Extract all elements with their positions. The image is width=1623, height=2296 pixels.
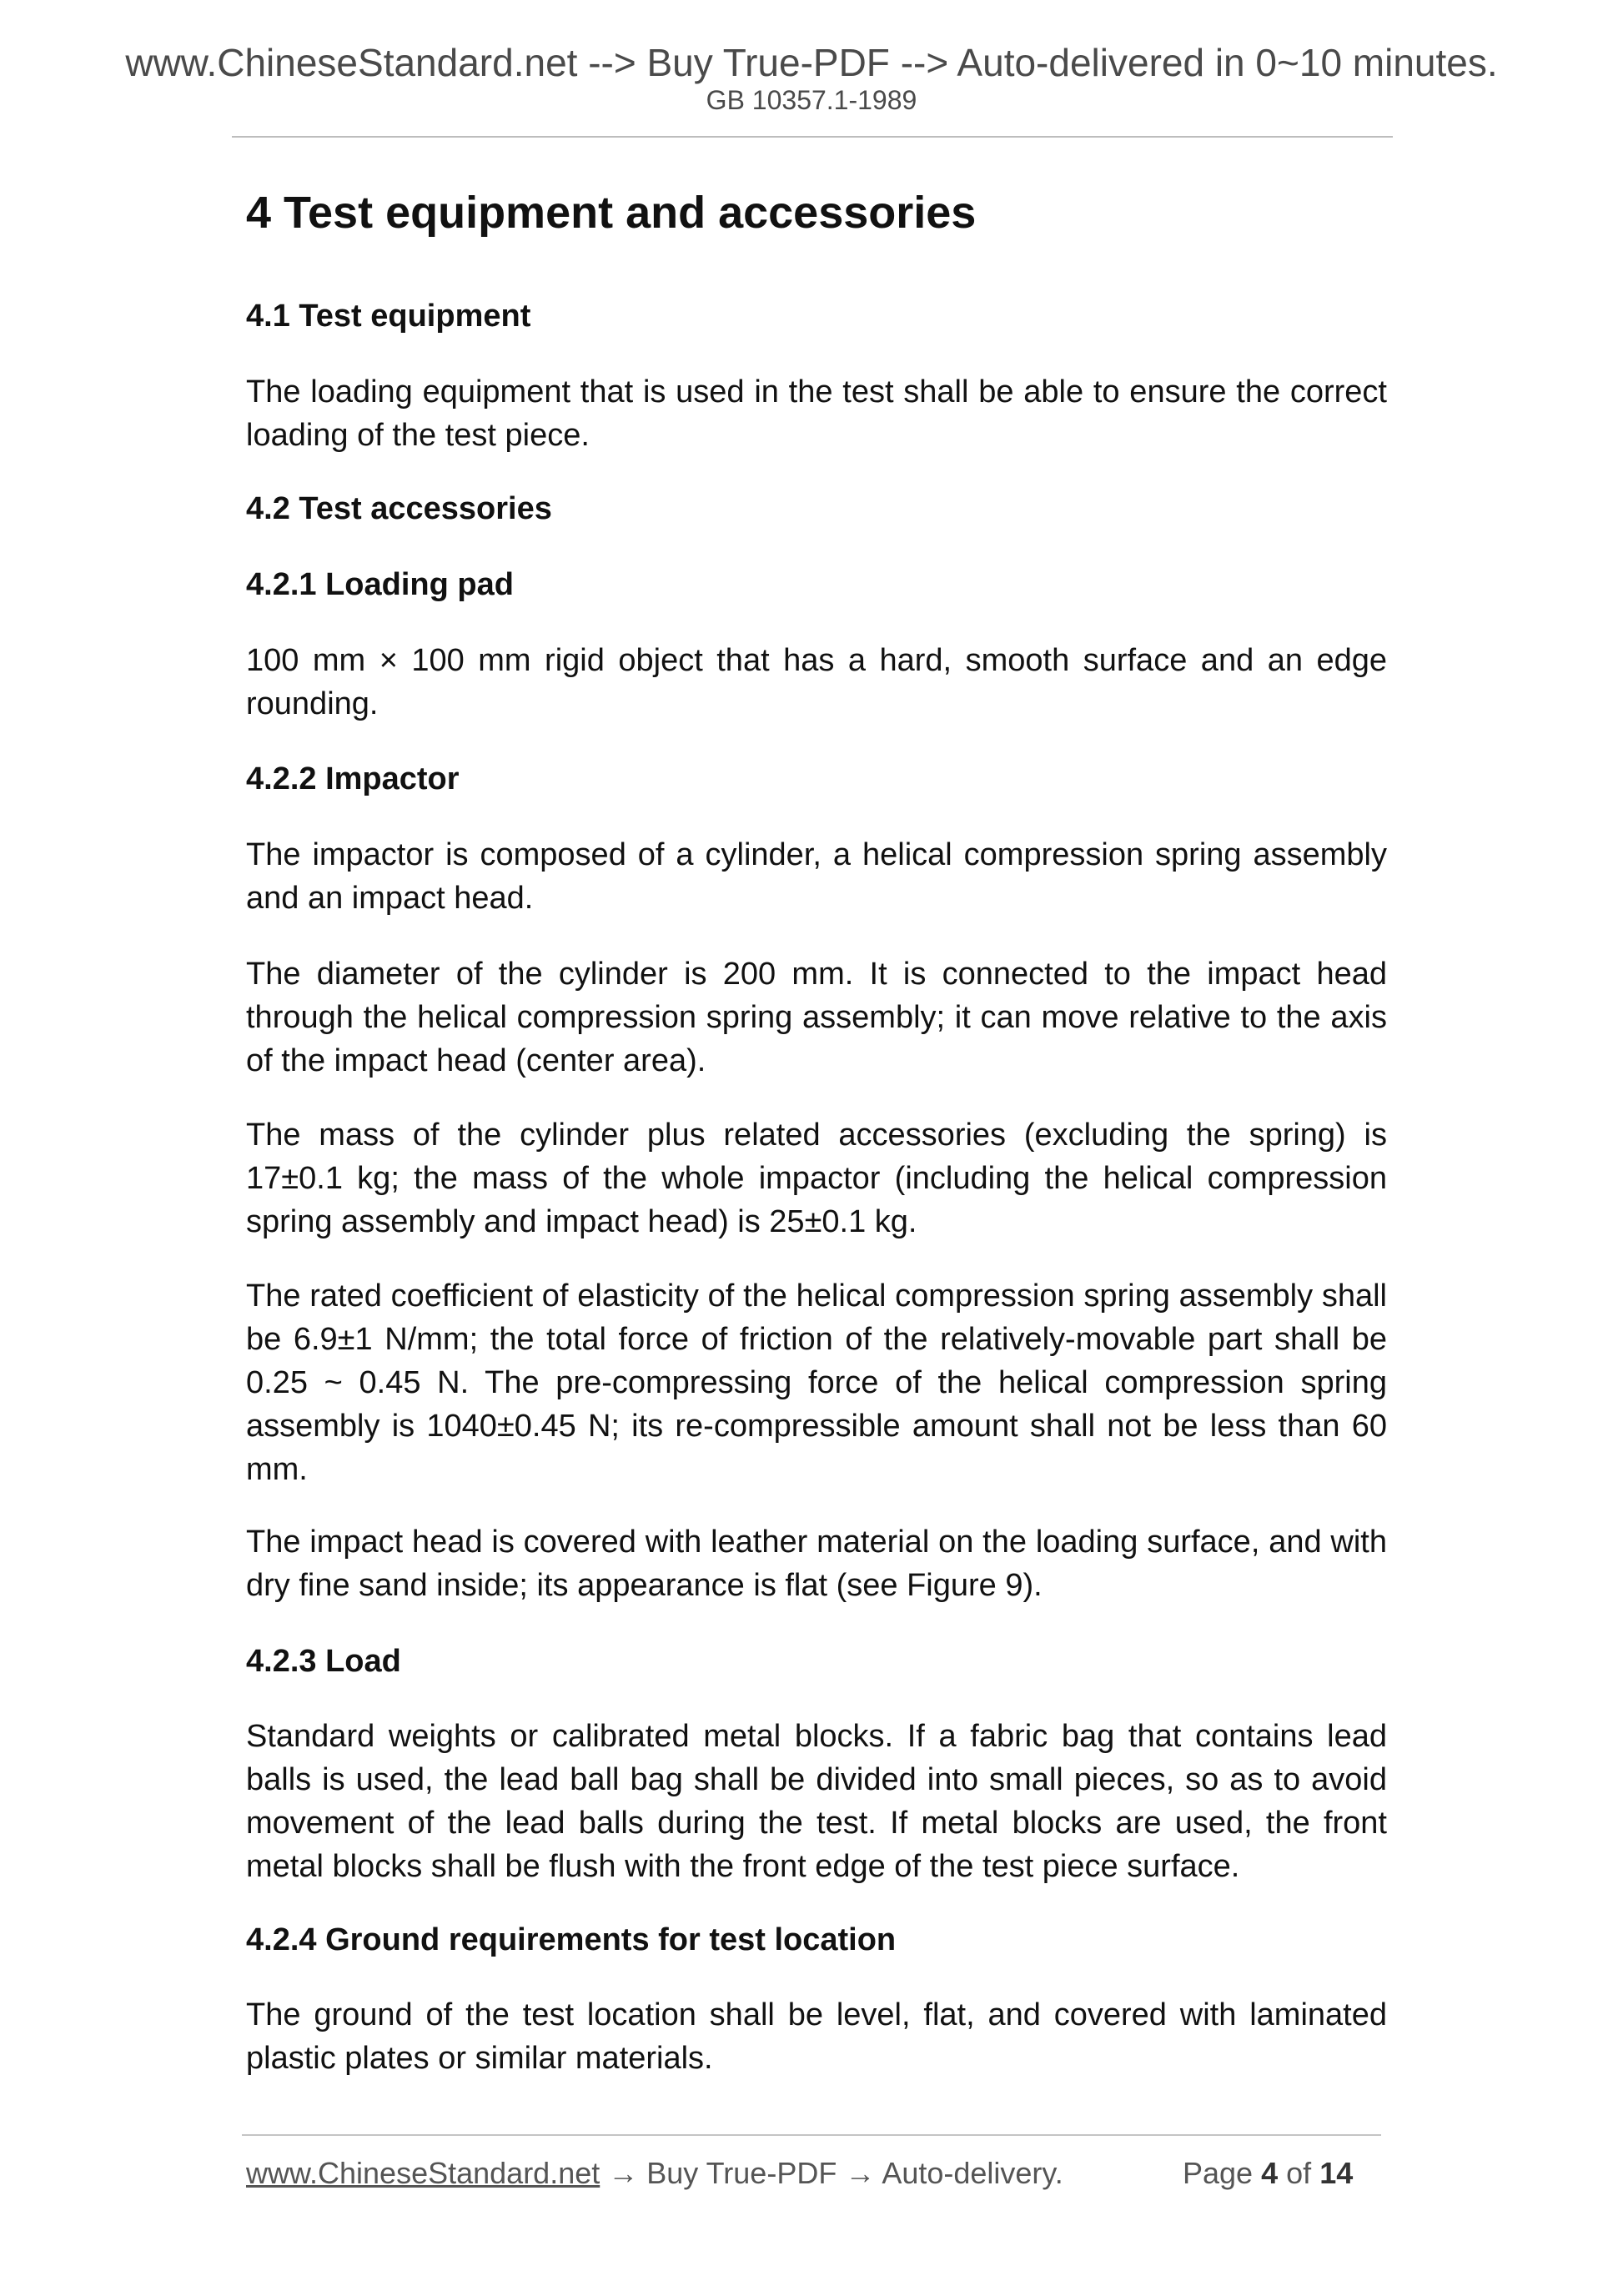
paragraph-4-2-2-3: The mass of the cylinder plus related accessories (excluding the spring) is 17±0.1 kg; the mass of the whole impactor (including the helical compression spring assembly and impact head) is 25±0.1 kg. [246,1118,1387,1239]
paragraph-4-2-2-5: The impact head is covered with leather material on the loading surface, and with dry fine sand inside; its appearance is flat (see Figure 9). [246,1525,1387,1603]
page-of: of [1286,2156,1312,2190]
footer-delivery-text: → Buy True-PDF → Auto-delivery. [600,2156,1063,2190]
section-title: 4 Test equipment and accessories [246,188,977,238]
paragraph-4-2-2-2: The diameter of the cylinder is 200 mm. It is connected to the impact head through the helical compression spring assembly; it can move relative to the axis of the impact head (center area). [246,957,1387,1078]
footer-site-link[interactable]: www.ChineseStandard.net [246,2156,600,2190]
heading-4-2-4: 4.2.4 Ground requirements for test location [246,1922,897,1957]
page-total: 14 [1319,2156,1354,2190]
heading-4-2-3: 4.2.3 Load [246,1644,401,1679]
page-indicator [1183,2156,1353,2191]
paragraph-4-2-2-1: The impactor is composed of a cylinder, a helical compression spring assembly and an impact head. [246,837,1387,916]
page-current: 4 [1261,2156,1279,2190]
paragraph-4-2-1: 100 mm × 100 mm rigid object that has a hard, smooth surface and an edge rounding. [246,643,1387,721]
header-divider [232,136,1393,138]
heading-4-1: 4.1 Test equipment [246,299,531,334]
paragraph-4-2-2-4: The rated coefficient of elasticity of the helical compression spring assembly shall be 6.9±1 N/mm; the total force of friction of the relatively-movable part shall be 0.25 ~ 0.45 N. The pre-compressing force of the helical compression spring assembly is 1040±0.45 N; its re-compressible amount shall not be less than 60 mm. [246,1279,1387,1487]
page-label: Page [1183,2156,1254,2190]
footer-divider [242,2134,1381,2136]
heading-4-2-1: 4.2.1 Loading pad [246,567,514,602]
heading-4-2: 4.2 Test accessories [246,491,552,526]
paragraph-4-1: The loading equipment that is used in the test shall be able to ensure the correct loading of the test piece. [246,374,1387,453]
document-number: GB 10357.1-1989 [706,85,917,115]
footer-delivery [246,2156,1063,2191]
paragraph-4-2-4: The ground of the test location shall be level, flat, and covered with laminated plastic plates or similar materials. [246,1997,1387,2076]
heading-4-2-2: 4.2.2 Impactor [246,761,460,796]
paragraph-4-2-3: Standard weights or calibrated metal blocks. If a fabric bag that contains lead balls is used, the lead ball bag shall be divided into small pieces, so as to avoid movement of the lead balls during the test. If metal blocks are used, the front metal blocks shall be flush with the front edge of the test piece surface. [246,1719,1387,1884]
header-banner: www.ChineseStandard.net --> Buy True-PDF --> Auto-delivered in 0~10 minutes. [125,41,1498,84]
